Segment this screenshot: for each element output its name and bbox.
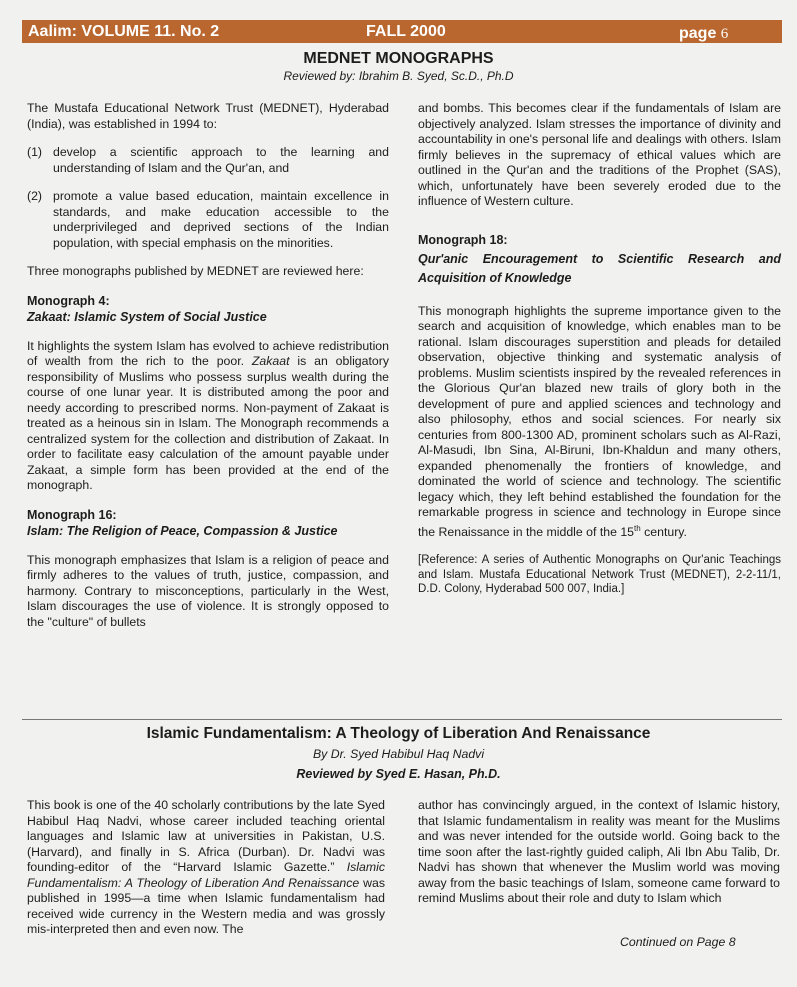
article1-column-right [418,101,781,610]
article-title: MEDNET MONOGRAPHS [303,50,494,67]
monograph-18-body: This monograph highlights the supreme importance given to the search and acquisition of knowledge, which enables man to be rational. Islam discourages superstition and pleads for detailed observation, objective thinking and systematic analysis of problems. Muslim scientists inspired by the revealed references in the Glorious Qur'an blazed new trails of glory both in the development of pure and applied sciences and technology and also philosophy, ethos and social sciences. For nearly six centuries from 800-1300 AD, prominent scholars such as Al-Razi, Al-Masudi, Ibn Sina, Al-Biruni, Ibn-Khaldun and many others, expanded phenomenally the frontiers of knowledge, and dominated the world of science and technology. The scientific legacy which, they left behind established the foundation for the remarkable progress in science and technology in Europe since the Renaissance in the middle of the 15th century. [418,303,781,539]
season-label: FALL 2000 [366,23,446,40]
monograph-16-heading: Monograph 16: [27,507,117,522]
monograph-4-heading: Monograph 4: [27,293,110,308]
monograph-18-heading: Monograph 18: [418,232,508,247]
review-byline: Reviewed by Syed E. Hasan, Ph.D. [296,767,501,781]
article-divider [22,719,782,720]
review-column-left [27,798,385,951]
reference-note: [Reference: A series of Authentic Monographs on Qur'anic Teachings and Islam. Mustafa Educational Network Trust (MEDNET), 2-2-11/1, D.D. Colony, Hyderabad 500 007, India.] [418,554,781,596]
article1-column-left [27,101,389,643]
monograph-16-body-continued: and bombs. This becomes clear if the fundamentals of Islam are objectively analyzed. Islam stresses the importance of divinity and accountability in one's personal life and dealings with others. Islam firmly believes in the supremacy of ethical values which are outlined in the Qur'an and the traditions of the Prophet (SAS), which, unfortunately have been severely eroded due to the influence of Western culture. [418,101,781,208]
masthead-bar [22,20,782,43]
article-byline: Reviewed by: Ibrahim B. Syed, Sc.D., Ph.D [283,69,514,83]
lead-paragraph: Three monographs published by MEDNET are reviewed here: [27,264,364,278]
monograph-18-title: Qur'anic Encouragement to Scientific Research and Acquisition of Knowledge [418,251,781,285]
monograph-4-title: Zakaat: Islamic System of Social Justice [27,309,267,324]
book-author: By Dr. Syed Habibul Haq Nadvi [312,747,485,761]
goal-item: (1) develop a scientific approach to the learning and understanding of Islam and the Qur'an, and [27,145,389,175]
monograph-4-body: It highlights the system Islam has evolved to achieve redistribution of wealth from the rich to the poor. Zakaat is an obligatory responsibility of Muslims who possess surplus wealth during the course of one lunar year. It is distributed among the poor and needy according to prescribed norms. Non-payment of Zakaat is treated as a heinous sin in Islam. The Monograph recommends a centralized system for the collection and distribution of Zakaat. In order to facilitate easy calculation of the amount payable under Zakaat, a simple form has been provided at the end of the monograph. [27,338,389,492]
monograph-16-title: Islam: The Religion of Peace, Compassion & Justice [27,523,338,538]
review-body-left: This book is one of the 40 scholarly contributions by the late Syed Habibul Haq Nadvi, whose career included teaching oriental languages and Islamic law at universities in Pakistan, U.S. (Harvard), and finally in S. Africa (Durban). Dr. Nadvi was founding-editor of the “Harvard Islamic Gazette.” Islamic Fundamentalism: A Theology of Liberation And Renaissance was published in 1995—a time when Islamic fundamentalism had received wide currency in the Western media and was grossly mis-interpreted then and even now. The [27,798,385,936]
monograph-16-body: This monograph emphasizes that Islam is a religion of peace and firmly adheres to the values of truth, justice, compassion, and harmony. Contrary to misconceptions, particularly in the West, Islam discourages the use of violence. It is strongly opposed to the "culture" of bullets [27,552,389,629]
review-body-right: author has convincingly argued, in the context of Islamic history, that Islamic fundamentalism in reality was meant for the Muslims and was never intended for the outside world. Going back to the time soon after the last-rightly guided caliph, Ali Ibn Abu Talib, Dr. Nadvi has shown that whenever the Muslim world was moving away from the basic teachings of Islam, someone came forward to remind Muslims about their role and duty to Islam which [418,798,780,905]
continued-note: Continued on Page 8 [620,935,736,949]
page-number: page 6 [679,25,729,42]
volume-label: Aalim: VOLUME 11. No. 2 [28,23,220,40]
goal-item: (2) promote a value based education, maintain excellence in standards, and make education accessible to the underprivileged and deprived sections of the Indian population, with special emphasis on the minorities. [27,189,389,250]
review-column-right [418,798,780,920]
review-title: Islamic Fundamentalism: A Theology of Liberation And Renaissance [146,725,651,742]
intro-paragraph: The Mustafa Educational Network Trust (MEDNET), Hyderabad (India), was established in 1994 to: [27,101,389,131]
